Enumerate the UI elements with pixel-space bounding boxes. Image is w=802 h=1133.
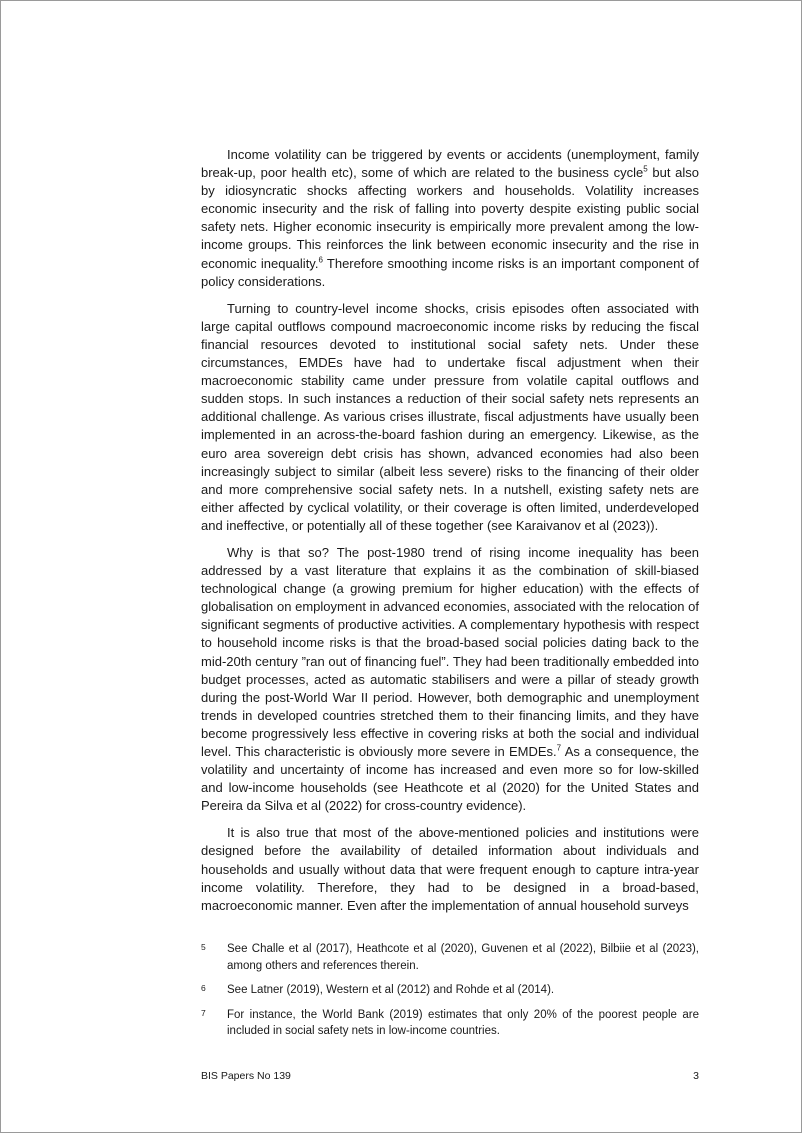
footnote-number: 6 xyxy=(201,983,206,993)
footnote-7 xyxy=(201,1007,699,1040)
footnote-text: See Challe et al (2017), Heathcote et al (2020), Guvenen et al (2022), Bilbiie et al (2023), among others and references therein. xyxy=(227,943,699,972)
footnote-ref-5[interactable]: 5 xyxy=(643,164,648,174)
paragraph-text: Therefore smoothing income risks is an important component of policy considerations. xyxy=(201,255,699,289)
paragraph-text: Turning to country-level income shocks, crisis episodes often associated with large capital outflows compound macroeconomic income risks by reducing the fiscal financial resources devoted to institutional social safety nets. Under these circumstances, EMDEs have had to undertake fiscal adjustment when their macroeconomic stability came under pressure from volatile capital outflows and sudden stops. In such instances a reduction of their social safety nets represents an additional challenge. As various crises illustrate, fiscal adjustments have usually been implemented in an across-the-board fashion during an emergency. Likewise, as the euro area sovereign debt crisis has shown, advanced economies had also been increasingly subject to similar (albeit less severe) risks to the financing of their older and more comprehensive social safety nets. In a nutshell, existing safety nets are either affected by cyclical volatility, or their coverage is often limited, underdeveloped and ineffective, or potentially all of these together (see Karaivanov et al (2023)). xyxy=(201,300,699,533)
body-text xyxy=(201,146,699,924)
footnote-ref-6[interactable]: 6 xyxy=(318,255,323,265)
paragraph-text: but also by idiosyncratic shocks affecting workers and households. Volatility increases economic insecurity and the risk of falling into poverty despite existing public social safety nets. Higher economic insecurity is empirically more prevalent among the low-income groups. This reinforces the link between economic insecurity and the rise in economic inequality. xyxy=(201,165,699,271)
page-footer xyxy=(201,1070,699,1082)
footnote-6 xyxy=(201,982,699,999)
paragraph-text: Income volatility can be triggered by events or accidents (unemployment, family break-up, poor health etc), some of which are related to the business cycle xyxy=(201,147,699,181)
footnote-ref-7[interactable]: 7 xyxy=(556,743,562,753)
footnote-text: For instance, the World Bank (2019) estimates that only 20% of the poorest people are included in social safety nets in low-income countries. xyxy=(227,1008,699,1037)
footnote-5 xyxy=(201,941,699,974)
paragraph-policy-design xyxy=(201,824,699,914)
paragraph-text: As a consequence, the volatility and uncertainty of income has increased and even more so for low-skilled and low-income households (see Heathcote et al (2020) for the United States and Pereira da Silva et al (2022) for cross-country evidence). xyxy=(201,744,700,814)
paragraph-income-volatility xyxy=(201,146,699,291)
paragraph-text: It is also true that most of the above-mentioned policies and institutions were designed before the availability of detailed information about individuals and households and usually without data that were frequent enough to capture intra-year income volatility. Therefore, they had to be designed in a broad-based, macroeconomic manner. Even after the implementation of annual household surveys xyxy=(201,825,699,913)
footnotes xyxy=(201,941,699,1048)
publication-name: BIS Papers No 139 xyxy=(201,1070,291,1082)
footnote-text: See Latner (2019), Western et al (2012) and Rohde et al (2014). xyxy=(227,984,555,996)
paragraph-text: Why is that so? The post-1980 trend of rising income inequality has been addressed by a vast literature that explains it as the combination of skill-biased technological change (a growing premium for higher education) with the effects of globalisation on employment in advanced economies, associated with the relocation of significant segments of productive activities. A complementary hypothesis with respect to household income risks is that the broad-based social policies dating back to the mid-20th century ”ran out of financing fuel”. They had been traditionally embedded into budget processes, acted as automatic stabilisers and were a pillar of steady growth during the post-World War II period. However, both demographic and unemployment trends in developed countries stretched them to their financing limits, and they have become progressively less effective in covering risks at both the social and individual level. This characteristic is obviously more severe in EMDEs. xyxy=(201,544,699,759)
paragraph-country-level-shocks xyxy=(201,300,699,535)
footnote-number: 7 xyxy=(201,1007,206,1018)
footnote-number: 5 xyxy=(201,942,206,952)
page-number: 3 xyxy=(693,1070,699,1082)
paragraph-why-is-that-so xyxy=(201,544,699,815)
